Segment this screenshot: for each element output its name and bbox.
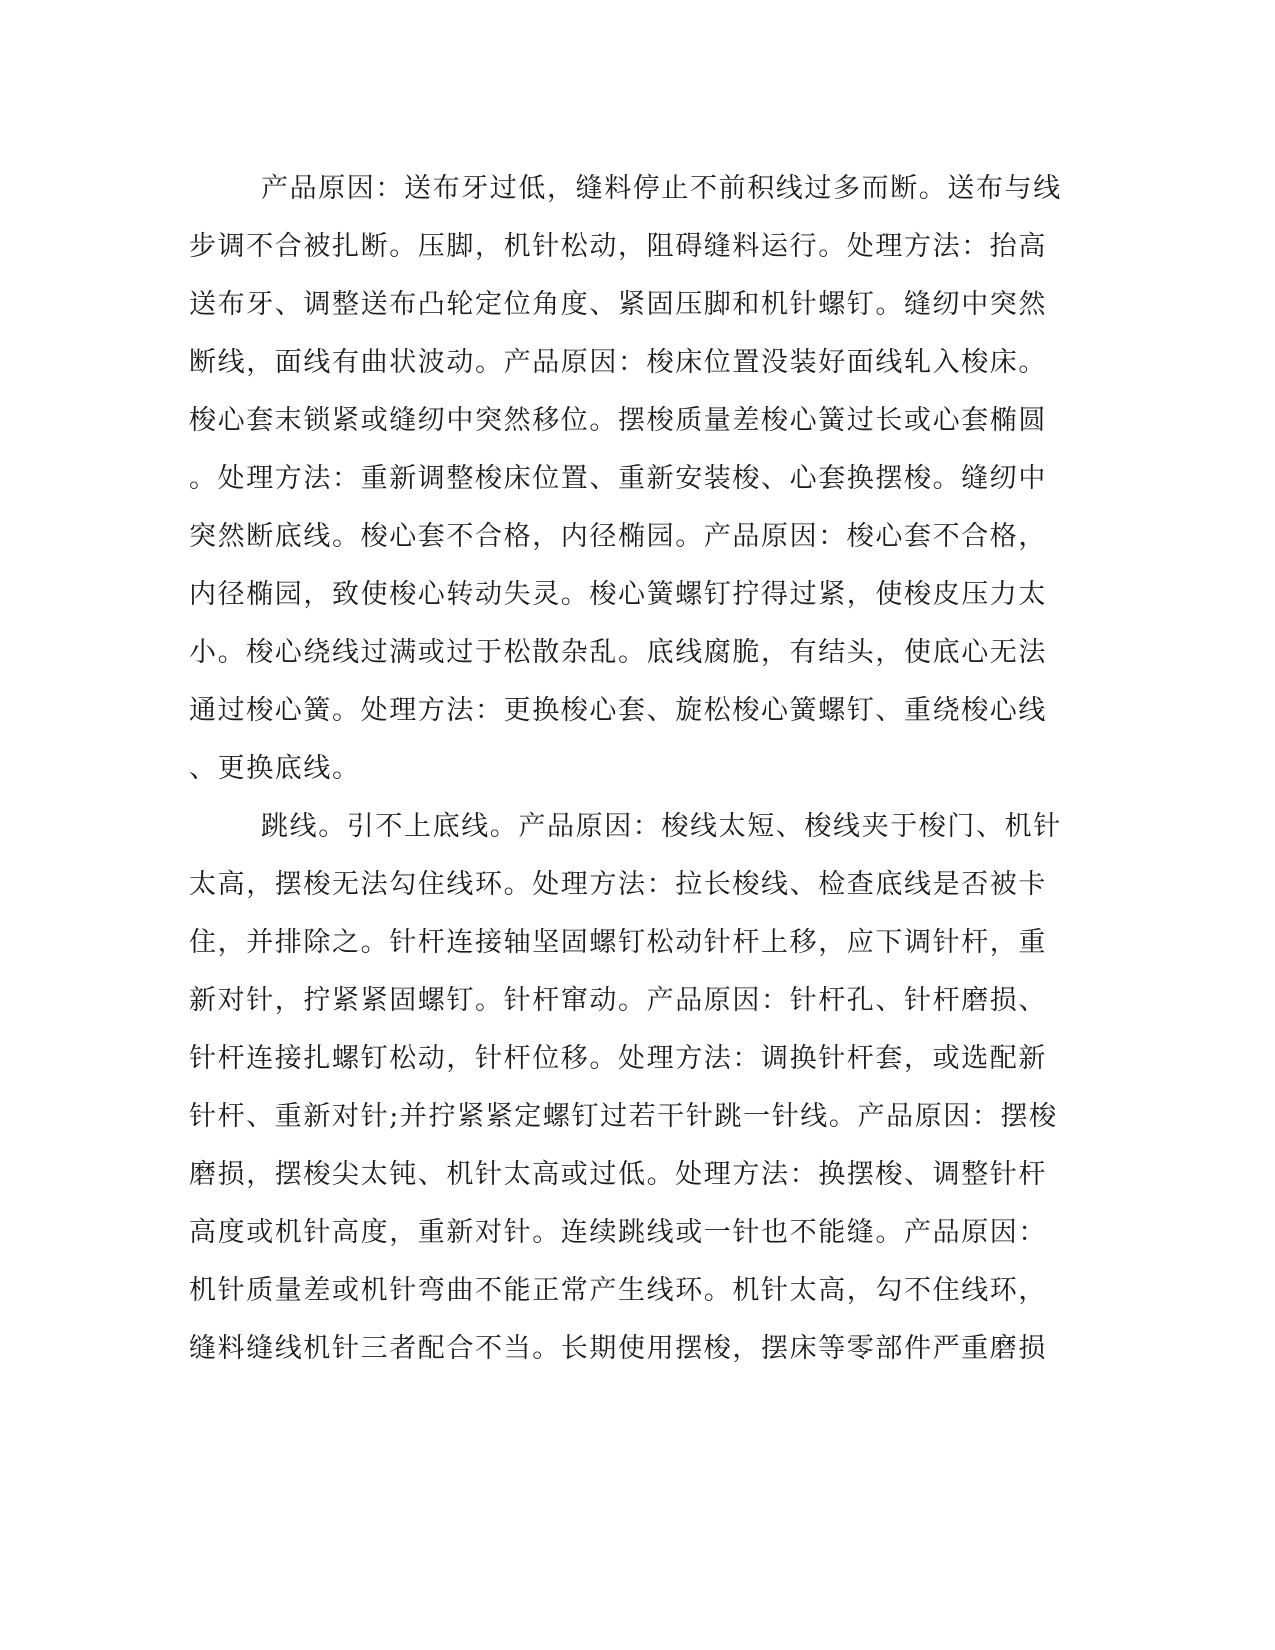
text-line: 突然断底线。梭心套不合格，内径椭园。产品原因：梭心套不合格，: [189, 521, 1047, 552]
text-line: 磨损，摆梭尖太钝、机针太高或过低。处理方法：换摆梭、调整针杆: [189, 1159, 1047, 1190]
paragraph: [189, 798, 1069, 1378]
text-line: 新对针，拧紧紧固螺钉。针杆窜动。产品原因：针杆孔、针杆磨损、: [189, 985, 1047, 1016]
text-line: 送布牙、调整送布凸轮定位角度、紧固压脚和机针螺钉。缝纫中突然: [189, 289, 1047, 320]
text-line: 高度或机针高度，重新对针。连续跳线或一针也不能缝。产品原因：: [189, 1217, 1047, 1248]
text-line: 针杆连接扎螺钉松动，针杆位移。处理方法：调换针杆套，或选配新: [189, 1043, 1047, 1074]
text-line: 小。梭心绕线过满或过于松散杂乱。底线腐脆，有结头，使底心无法: [189, 637, 1047, 668]
text-line: 、更换底线。: [189, 753, 361, 784]
text-line: 住，并排除之。针杆连接轴坚固螺钉松动针杆上移，应下调针杆，重: [189, 927, 1047, 958]
text-line: 机针质量差或机针弯曲不能正常产生线环。机针太高，勾不住线环，: [189, 1275, 1047, 1306]
text-line: 断线，面线有曲状波动。产品原因：梭床位置没装好面线轧入梭床。: [189, 347, 1047, 378]
text-line: 梭心套末锁紧或缝纫中突然移位。摆梭质量差梭心簧过长或心套椭圆: [189, 405, 1047, 436]
text-line: 通过梭心簧。处理方法：更换梭心套、旋松梭心簧螺钉、重绕梭心线: [189, 695, 1047, 726]
text-line: 产品原因：送布牙过低，缝料停止不前积线过多而断。送布与线: [261, 173, 1062, 204]
text-line: 针杆、重新对针;并拧紧紧定螺钉过若干针跳一针线。产品原因：摆梭: [189, 1101, 1058, 1132]
text-line: 跳线。引不上底线。产品原因：梭线太短、梭线夹于梭门、机针: [261, 811, 1062, 842]
text-line: 内径椭园，致使梭心转动失灵。梭心簧螺钉拧得过紧，使梭皮压力太: [189, 579, 1047, 610]
paragraph: [189, 160, 1069, 798]
document-body: [189, 160, 1069, 1378]
text-line: 太高，摆梭无法勾住线环。处理方法：拉长梭线、检查底线是否被卡: [189, 869, 1047, 900]
text-line: 步调不合被扎断。压脚，机针松动，阻碍缝料运行。处理方法：抬高: [189, 231, 1047, 262]
text-line: 缝料缝线机针三者配合不当。长期使用摆梭，摆床等零部件严重磨损: [189, 1333, 1047, 1364]
text-line: 。处理方法：重新调整梭床位置、重新安装梭、心套换摆梭。缝纫中: [189, 463, 1047, 494]
